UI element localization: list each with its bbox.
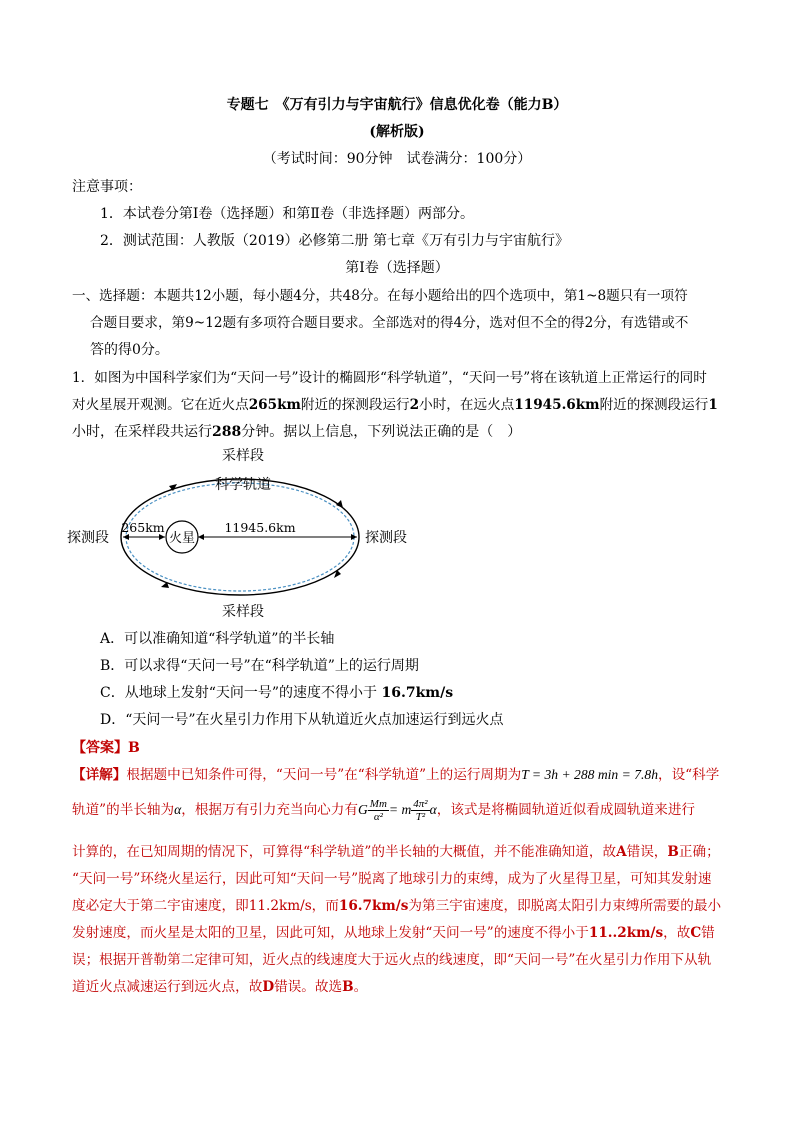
- explanation-line-5: [72, 897, 721, 915]
- answer-tag: 【答案】: [72, 740, 128, 756]
- explanation-text: ，该式是将椭圆轨道近似看成圆轨道来进行: [436, 802, 696, 818]
- fraction-denominator: T²: [415, 811, 426, 823]
- section-intro-line-1: 一、选择题：本题共12小题，每小题4分，共48分。在每小题给出的四个选项中，第1~8题只有一项符: [72, 288, 688, 304]
- question-text: 小时，在采样段共运行: [72, 424, 212, 440]
- explanation-line-8: [72, 978, 367, 996]
- question-line-2: [72, 396, 718, 414]
- explanation-text: ，设“科学: [658, 767, 720, 783]
- explanation-text: 道近火点减速运行到远火点，故: [72, 979, 263, 995]
- fraction-mass: [368, 798, 389, 823]
- notes-item-1: 1．本试卷分第Ⅰ卷（选择题）和第Ⅱ卷（非选择题）两部分。: [100, 206, 474, 222]
- question-number: 11945.6km: [514, 397, 600, 413]
- option-ref: B: [667, 844, 679, 860]
- question-line-3: [72, 423, 521, 441]
- question-text: 分钟。据以上信息，下列说法正确的是（ ）: [241, 424, 522, 440]
- explanation-text: 正确；: [678, 844, 720, 860]
- fraction-numerator: Mm: [369, 798, 387, 810]
- option-c-text: C．从地球上发射“天问一号”的速度不得小于: [100, 685, 378, 701]
- section-intro-line-3: 答的得0分。: [90, 342, 169, 358]
- gravity-constant: G: [357, 802, 368, 817]
- option-ref: A: [616, 844, 627, 860]
- mars-label: 火星: [168, 531, 196, 546]
- orbit-diagram: [65, 442, 425, 622]
- fraction-denominator: α²: [373, 811, 383, 823]
- equals-m: = m: [388, 802, 412, 817]
- explanation-text: 错: [701, 925, 715, 941]
- question-number: 2: [409, 397, 420, 413]
- orbit-label: 科学轨道: [215, 477, 271, 493]
- speed-value: 11..2km/s: [588, 925, 664, 941]
- option-a: A．可以准确知道“科学轨道”的半长轴: [100, 631, 335, 647]
- page-title: 专题七 《万有引力与宇宙航行》信息优化卷（能力B）: [226, 97, 568, 113]
- bottom-sampling-label: 采样段: [222, 604, 264, 620]
- answer-line: [72, 739, 140, 757]
- explanation-text: 发射速度，而火星是太阳的卫星，因此可知，从地球上发射“天问一号”的速度不得小于: [72, 925, 589, 941]
- explanation-line-2: [72, 796, 695, 824]
- exam-info: （考试时间：90分钟 试卷满分：100分）: [262, 151, 532, 167]
- arrow-left-icon: [198, 534, 204, 540]
- right-detection-label: 探测段: [365, 530, 407, 546]
- question-text: 对火星展开观测。它在近火点: [72, 397, 249, 413]
- option-c-value: 16.7km/s: [381, 685, 454, 701]
- explanation-text: 。: [353, 979, 368, 995]
- explanation-line-7: 误；根据开普勒第二定律可知，近火点的线速度大于远火点的线速度，即“天问一号”在火星引力作用下从轨: [72, 952, 712, 968]
- question-number: 288: [212, 424, 242, 440]
- explanation-text: 度必定大于第二宇宙速度，即11.2km/s，而: [72, 898, 339, 914]
- explanation-text: ，根据万有引力充当向心力有: [181, 802, 358, 818]
- question-line-1: 1．如图为中国科学家们为“天问一号”设计的椭圆形“科学轨道”，“天问一号”将在该轨道上正常运行的同时: [72, 370, 707, 386]
- explanation-line-4: “天问一号”环绕火星运行，因此可知“天问一号”脱离了地球引力的束缚，成为了火星得卫星，可知其发射速: [72, 871, 712, 887]
- explanation-text: 为第三宇宙速度，即脱离太阳引力束缚所需要的最小: [408, 898, 722, 914]
- alpha-symbol: α: [429, 802, 437, 817]
- explanation-text: 根据题中已知条件可得，“天问一号”在“科学轨道”上的运行周期为: [126, 767, 522, 783]
- section-title: 第Ⅰ卷（选择题）: [345, 260, 449, 276]
- explanation-text: 计算的，在已知周期的情况下，可算得“科学轨道”的半长轴的大概值，并不能准确知道，故: [72, 844, 617, 860]
- notes-heading: 注意事项：: [72, 179, 142, 195]
- fraction-numerator: 4π²: [413, 798, 428, 810]
- option-ref: B: [342, 979, 354, 995]
- question-text: 附近的探测段运行: [300, 397, 410, 413]
- page-subtitle: (解析版): [369, 124, 425, 140]
- explanation-text: ，故: [663, 925, 691, 941]
- question-number: 265km: [248, 397, 301, 413]
- explanation-text: 错误。故选: [274, 979, 343, 995]
- option-b: B．可以求得“天问一号”在“科学轨道”上的运行周期: [100, 658, 419, 674]
- question-text: 附近的探测段运行: [599, 397, 709, 413]
- alpha-symbol: α: [174, 802, 182, 817]
- explanation-text: 错误，: [626, 844, 668, 860]
- option-ref: C: [690, 925, 702, 941]
- period-formula: T = 3h + 288 min = 7.8h: [521, 767, 658, 782]
- answer-value: B: [128, 740, 140, 756]
- option-d: D．“天问一号”在火星引力作用下从轨道近火点加速运行到远火点: [100, 712, 504, 728]
- section-intro-line-2: 合题目要求，第9~12题有多项符合题目要求。全部选对的得4分，选对但不全的得2分，有选错或不: [90, 315, 689, 331]
- notes-item-2: 2．测试范围：人教版（2019）必修第二册 第七章《万有引力与宇宙航行》: [100, 233, 569, 249]
- explanation-line-6: [72, 924, 715, 942]
- near-distance-label: 265km: [121, 520, 165, 535]
- top-sampling-label: 采样段: [222, 448, 264, 464]
- explanation-line-1: [72, 766, 719, 784]
- orbit-arrow-icon: [336, 500, 343, 508]
- explanation-text: 轨道”的半长轴为: [72, 802, 175, 818]
- left-detection-label: 探测段: [67, 530, 109, 546]
- question-number: 1: [708, 397, 718, 413]
- option-c: [100, 684, 453, 702]
- far-distance-label: 11945.6km: [224, 520, 296, 535]
- question-text: 小时，在远火点: [419, 397, 515, 413]
- speed-value: 16.7km/s: [338, 898, 409, 914]
- explanation-line-3: [72, 843, 720, 861]
- option-ref: D: [262, 979, 275, 995]
- fraction-period: [411, 798, 429, 823]
- explanation-tag: 【详解】: [72, 767, 127, 783]
